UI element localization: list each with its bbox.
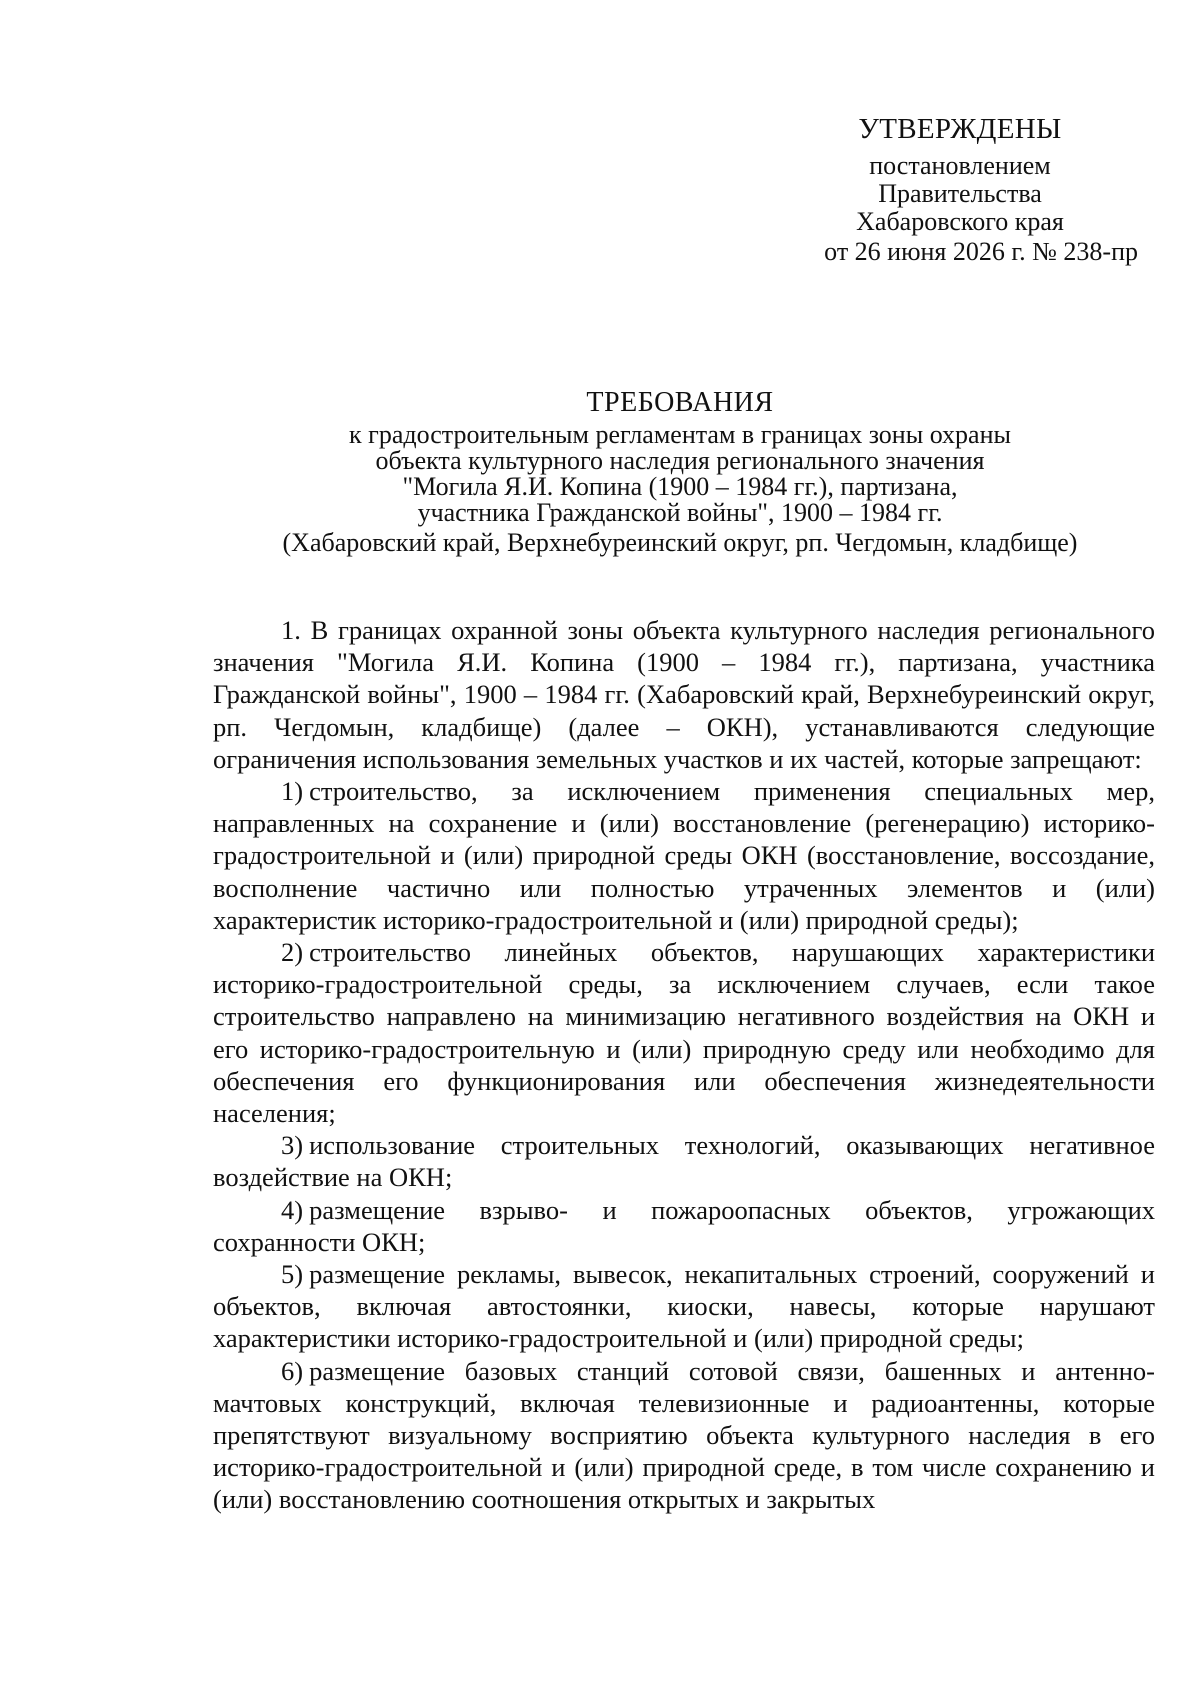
approved-heading: УТВЕРЖДЕНЫ: [858, 113, 1062, 145]
item-number: 2): [281, 937, 304, 968]
item-number: 1): [281, 776, 304, 807]
item-text: размещение базовых станций сотовой связи, башенных и антенно-мачтовых конструкций, включая телевизионные и радиоантенны, которые препятствуют визуальному восприятию объекта культурного наследия в его историко-градостроительной и (или) природной среде, в том числе сохранению и (или) восстановлению соотношения открытых и закрытых: [213, 1355, 1155, 1515]
item-text: размещение взрыво- и пожароопасных объектов, угрожающих сохранности ОКН;: [213, 1194, 1155, 1257]
list-item: [213, 1258, 1155, 1355]
item-number: 4): [281, 1194, 304, 1225]
approval-by-line-2: Правительства: [878, 179, 1042, 208]
approval-date: от 26 июня 2026 г. № 238-пр: [824, 237, 1138, 266]
subtitle-line: участника Гражданской войны", 1900 – 1984 гг.: [417, 498, 943, 527]
item-text: использование строительных технологий, оказывающих негативное воздействие на ОКН;: [213, 1130, 1155, 1193]
document-title-block: [200, 386, 1160, 560]
subtitle-line: к градостроительным регламентам в границах зоны охраны: [349, 420, 1011, 449]
intro-paragraph: 1. В границах охранной зоны объекта культурного наследия регионального значения "Могила Я.И. Копина (1900 – 1984 гг.), партизана, участника Гражданской войны", 1900 – 1984 гг. (Хабаровский край, Верхнебуреинский округ, рп. Чегдомын, кладбище) (далее – ОКН), устанавливаются следующие ограничения использования земельных участков и их частей, которые запрещают:: [213, 615, 1155, 774]
approval-stamp: [770, 112, 1150, 266]
item-text: строительство линейных объектов, нарушающих характеристики историко-градостроительной среды, за исключением случаев, если такое строительство направлено на минимизацию негативного воздействия на ОКН и его историко-градостроительную и (или) природную среду или необходимо для обеспечения его функционирования или обеспечения жизнедеятельности населения;: [213, 937, 1155, 1129]
list-item: [213, 775, 1155, 936]
list-item: [213, 1194, 1155, 1258]
approval-by-line-3: Хабаровского края: [856, 207, 1064, 236]
list-item: [213, 1129, 1155, 1193]
item-number: 5): [281, 1259, 304, 1290]
approval-by-line-1: постановлением: [869, 151, 1051, 180]
document-body: [213, 614, 1155, 1516]
list-item: [213, 1355, 1155, 1516]
subtitle-line: "Могила Я.И. Копина (1900 – 1984 гг.), партизана,: [402, 472, 958, 501]
document-title: ТРЕБОВАНИЯ: [586, 387, 774, 418]
subtitle-line: (Хабаровский край, Верхнебуреинский округ, рп. Чегдомын, кладбище): [282, 528, 1078, 557]
list-item: [213, 936, 1155, 1129]
item-number: 3): [281, 1130, 304, 1161]
item-number: 6): [281, 1355, 304, 1386]
item-text: размещение рекламы, вывесок, некапитальных строений, сооружений и объектов, включая автостоянки, киоски, навесы, которые нарушают характеристики историко-градостроительной и (или) природной среды;: [213, 1259, 1155, 1354]
subtitle-line: объекта культурного наследия регионального значения: [375, 446, 985, 475]
item-text: строительство, за исключением применения специальных мер, направленных на сохранение и (или) восстановление (регенерацию) историко-градостроительной и (или) природной среды ОКН (восстановление, воссоздание, восполнение частично или полностью утраченных элементов и (или) характеристик историко-градостроительной и (или) природной среды);: [213, 776, 1155, 935]
